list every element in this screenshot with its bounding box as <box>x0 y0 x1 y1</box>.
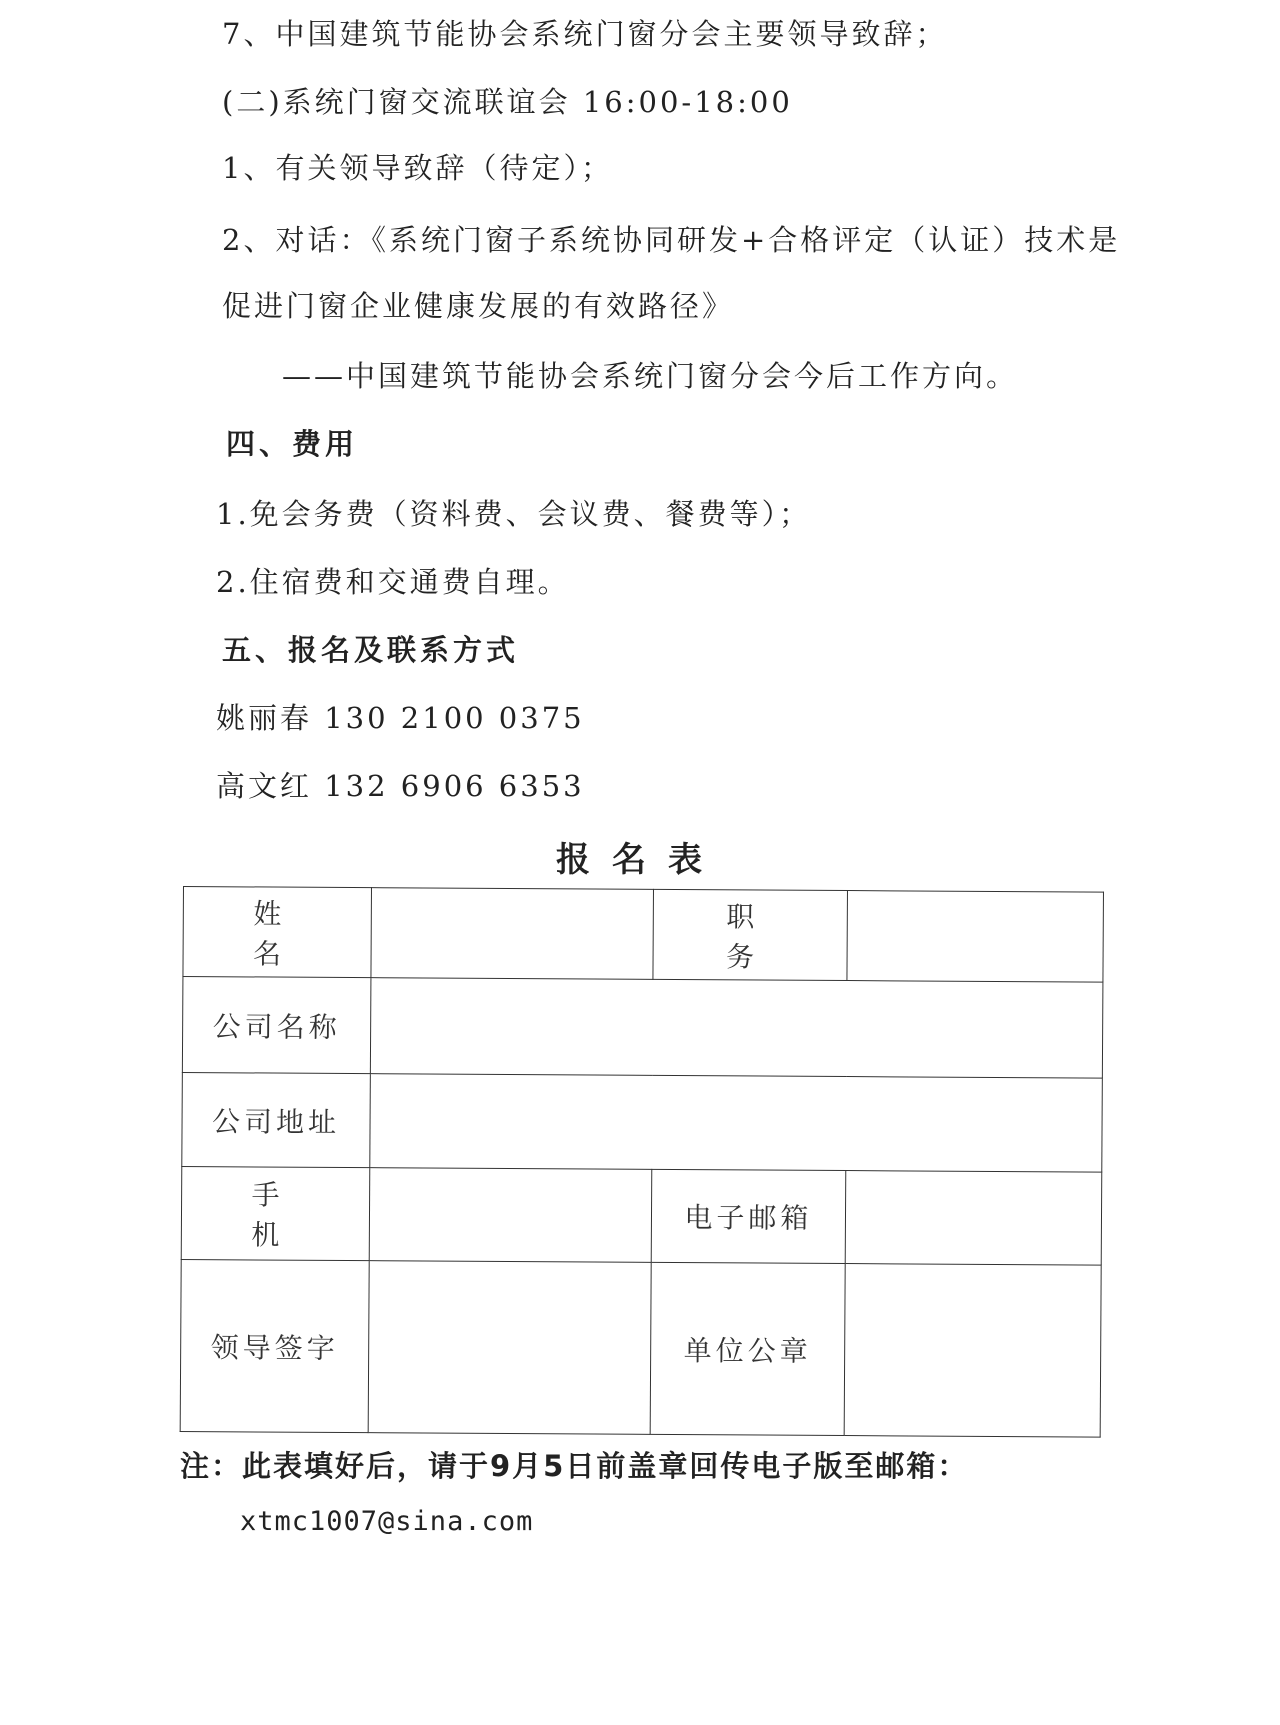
agenda-subitem-2-continued: 促进门窗企业健康发展的有效路径》 <box>222 289 735 323</box>
name-label: 姓名 <box>183 887 372 978</box>
contact-person-2: 高文红 132 6906 6353 <box>216 769 585 803</box>
submission-email: xtmc1007@sina.com <box>240 1506 534 1537</box>
company-address-label: 公司地址 <box>182 1072 371 1167</box>
agenda-subitem-1: 1、有关领导致辞（待定）； <box>222 151 613 185</box>
mobile-label: 手机 <box>181 1166 370 1260</box>
mobile-field[interactable] <box>369 1168 652 1263</box>
submission-note: 注：此表填好后，请于9月5日前盖章回传电子版至邮箱： <box>180 1449 969 1483</box>
position-field[interactable] <box>847 891 1104 983</box>
email-field[interactable] <box>845 1171 1102 1266</box>
name-field[interactable] <box>371 888 654 980</box>
signature-field[interactable] <box>368 1261 651 1435</box>
company-name-label: 公司名称 <box>182 977 371 1074</box>
agenda-section-2: (二)系统门窗交流联谊会 16:00-18:00 <box>222 85 793 119</box>
agenda-subitem-2: 2、对话：《系统门窗子系统协同研发+合格评定（认证）技术是 <box>222 223 1121 257</box>
agenda-subitem-2-subtitle: ——中国建筑节能协会系统门窗分会今后工作方向。 <box>282 359 1019 393</box>
fee-item-1: 1.免会务费（资料费、会议费、餐费等）； <box>216 497 812 531</box>
fee-item-2: 2.住宿费和交通费自理。 <box>216 565 570 599</box>
form-row-address <box>182 1072 1103 1172</box>
company-address-field[interactable] <box>370 1074 1103 1172</box>
position-label: 职务 <box>653 889 848 980</box>
heading-contact: 五、报名及联系方式 <box>222 633 520 667</box>
agenda-item-7: 7、中国建筑节能协会系统门窗分会主要领导致辞； <box>222 17 948 51</box>
seal-field[interactable] <box>844 1264 1101 1438</box>
email-label: 电子邮箱 <box>651 1169 846 1263</box>
seal-label: 单位公章 <box>650 1262 845 1435</box>
form-row-company <box>182 977 1103 1079</box>
registration-form-title: 报名表 <box>556 840 724 880</box>
form-row-contact <box>181 1166 1102 1265</box>
registration-form-table <box>180 886 1104 1438</box>
form-row-approval <box>180 1259 1101 1437</box>
heading-fees: 四、费用 <box>226 427 359 461</box>
contact-person-1: 姚丽春 130 2100 0375 <box>216 701 585 735</box>
form-row-name <box>183 887 1104 983</box>
signature-label: 领导签字 <box>180 1259 369 1432</box>
company-name-field[interactable] <box>370 978 1103 1078</box>
